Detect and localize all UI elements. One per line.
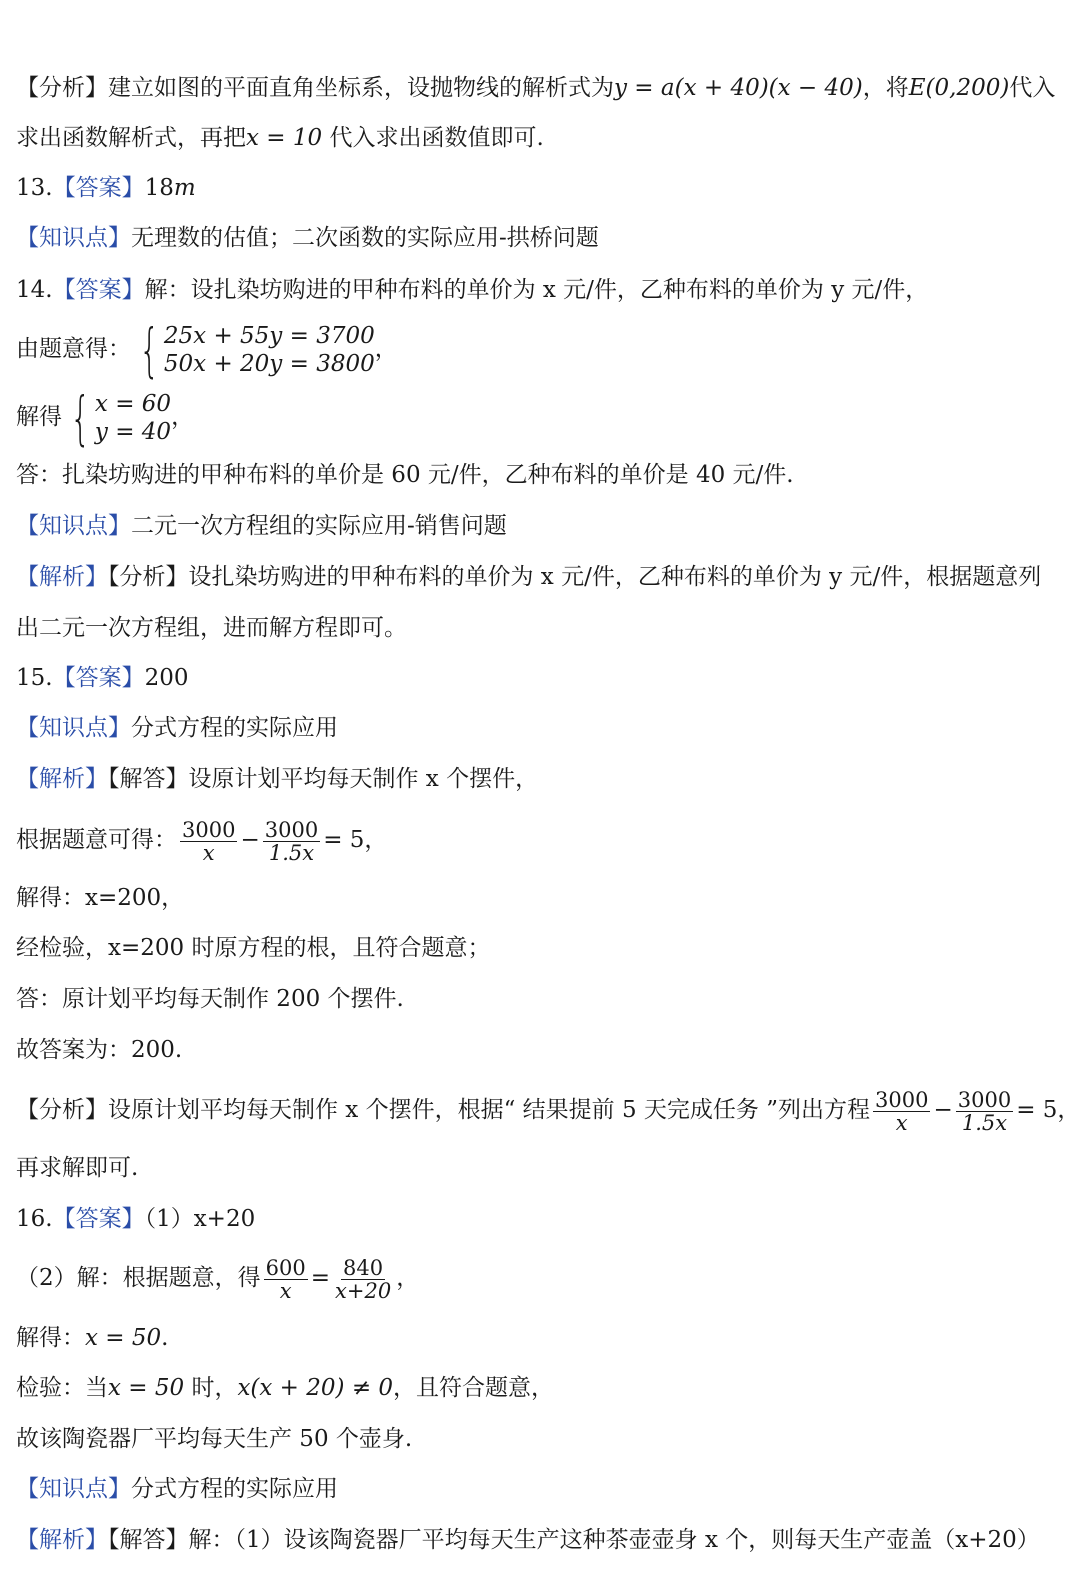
formula: x = 10	[246, 125, 323, 151]
text: 故该陶瓷器厂平均每天生产 50 个壶身.	[16, 1426, 413, 1452]
question-number: 16.	[16, 1206, 53, 1232]
text: 由题意得：	[16, 336, 131, 362]
answer-16	[16, 1203, 1068, 1235]
text: = 5，	[323, 827, 388, 853]
fraction	[956, 1089, 1013, 1134]
formula: y = a(x + 40)(x − 40)	[614, 75, 863, 101]
analysis-tag: 【解析】	[16, 766, 108, 792]
equation-system	[131, 316, 375, 384]
analysis-line-12b	[16, 122, 1068, 154]
text: = 5，	[1016, 1097, 1080, 1123]
text: 答：原计划平均每天制作 200 个摆件.	[16, 986, 404, 1012]
text: （2）解：根据题意，得	[16, 1265, 261, 1291]
numerator: 3000	[182, 817, 236, 842]
fraction	[180, 819, 237, 864]
text: ，	[396, 1265, 420, 1291]
text: （1）x+20	[144, 1206, 256, 1232]
text: 设扎染坊购进的甲种布料的单价为 x 元/件，乙种布料的单价为 y 元/件，根据题意列	[188, 564, 1042, 590]
answer-13	[16, 172, 1068, 204]
text: .	[161, 1325, 169, 1351]
numerator: 840	[343, 1255, 384, 1280]
text: 无理数的估值；二次函数的实际应用-拱桥问题	[131, 225, 599, 251]
text: 求出函数解析式，再把	[16, 125, 246, 151]
text: 答：扎染坊购进的甲种布料的单价是 60 元/件，乙种布料的单价是 40 元/件.	[16, 462, 794, 488]
text: 设原计划平均每天制作 x 个摆件，根据“ 结果提前 5 天完成任务 ”列出方程	[108, 1097, 870, 1123]
equation-row: y = 40	[94, 419, 172, 445]
text: 经检验，x=200 时原方程的根，且符合题意；	[16, 935, 491, 961]
answer-tag: 【答案】	[52, 665, 145, 691]
formula: x = 50	[85, 1325, 162, 1351]
conclusion-14	[16, 459, 1068, 491]
fraction	[264, 1257, 308, 1302]
answer-15-text	[16, 983, 1068, 1015]
analysis-14a	[16, 561, 1068, 593]
answer-15	[16, 662, 1068, 694]
text: 解得：	[16, 1325, 85, 1351]
analysis-tag: 【解析】	[16, 564, 108, 590]
knowledge-13	[16, 222, 1068, 254]
final-answer-15	[16, 1034, 1068, 1066]
text: 设原计划平均每天制作 x 个摆件，	[188, 766, 539, 792]
solve-16	[16, 1322, 1068, 1354]
analysis-subtag: 【分析】	[108, 564, 189, 590]
answer-tag: 【答案】	[52, 277, 145, 303]
knowledge-14	[16, 510, 1068, 542]
numerator: 3000	[957, 1087, 1012, 1112]
answer-tag: 【答案】	[52, 175, 145, 201]
denominator: x	[279, 1278, 292, 1303]
text: ，将	[862, 75, 909, 101]
equation-row: x = 60	[94, 391, 172, 417]
equation-16	[16, 1250, 1068, 1306]
analysis-15	[16, 1082, 1080, 1138]
operator: =	[310, 1265, 331, 1291]
denominator: x+20	[335, 1278, 392, 1303]
equation-15	[16, 812, 1068, 868]
answer-tag: 【答案】	[52, 1206, 145, 1232]
knowledge-tag: 【知识点】	[16, 715, 131, 741]
denominator: 1.5x	[268, 840, 315, 865]
knowledge-tag: 【知识点】	[16, 513, 131, 539]
text: 根据题意可得：	[16, 827, 177, 853]
equation-system	[62, 384, 172, 452]
text: ，	[171, 404, 195, 430]
text: 出二元一次方程组，进而解方程即可。	[16, 615, 407, 641]
text: 分式方程的实际应用	[131, 1476, 338, 1502]
solution-15-intro	[16, 763, 1068, 795]
answer-14	[16, 274, 1068, 306]
question-number: 15.	[16, 665, 53, 691]
text: 建立如图的平面直角坐标系，设抛物线的解析式为	[108, 75, 614, 101]
denominator: x	[202, 840, 215, 865]
knowledge-tag: 【知识点】	[16, 1476, 131, 1502]
equation-row: 25x + 55y = 3700	[163, 323, 375, 349]
analysis-tag: 【分析】	[16, 1097, 108, 1123]
question-number: 13.	[16, 175, 53, 201]
denominator: x	[895, 1110, 908, 1135]
text: 代入求出函数值即可.	[322, 125, 544, 151]
text: ，且符合题意，	[393, 1375, 555, 1401]
knowledge-16	[16, 1473, 1068, 1505]
text: 解得：x=200，	[16, 885, 185, 911]
brace-icon: {	[139, 316, 160, 384]
operator: −	[240, 827, 260, 853]
text: 解：设扎染坊购进的甲种布料的单价为 x 元/件，乙种布料的单价为 y 元/件，	[144, 277, 929, 303]
text: 时，	[184, 1375, 238, 1401]
numerator: 3000	[875, 1087, 929, 1112]
numerator: 3000	[264, 817, 319, 842]
solve-15	[16, 882, 1068, 914]
conclusion-16	[16, 1423, 1068, 1455]
check-16	[16, 1372, 1068, 1404]
solution-16	[16, 1524, 1068, 1556]
knowledge-15	[16, 712, 1068, 744]
text: 200	[144, 665, 189, 691]
fraction	[263, 819, 320, 864]
text: 解得	[16, 404, 62, 430]
text: 解：（1）设该陶瓷器厂平均每天生产这种茶壶壶身 x 个，则每天生产壶盖（x+20）	[188, 1527, 1040, 1553]
operator: −	[933, 1097, 953, 1123]
text: 故答案为：200.	[16, 1037, 183, 1063]
formula: m	[173, 175, 196, 201]
text: 二元一次方程组的实际应用-销售问题	[131, 513, 507, 539]
text: ，	[374, 336, 398, 362]
equation-system-14	[16, 316, 1068, 384]
analysis-15b	[16, 1152, 1068, 1184]
analysis-tag: 【分析】	[16, 75, 108, 101]
solution-system-14	[16, 384, 1068, 452]
analysis-tag: 【解析】	[16, 1527, 108, 1553]
numerator: 600	[265, 1255, 306, 1280]
text: 18	[144, 175, 174, 201]
text: 分式方程的实际应用	[131, 715, 338, 741]
solution-subtag: 【解答】	[108, 1527, 189, 1553]
solution-subtag: 【解答】	[108, 766, 189, 792]
text: 代入	[1009, 75, 1056, 101]
text: 检验：当	[16, 1375, 108, 1401]
knowledge-tag: 【知识点】	[16, 225, 131, 251]
analysis-14b	[16, 612, 1068, 644]
analysis-line-12a	[16, 72, 1068, 104]
text: 再求解即可.	[16, 1155, 139, 1181]
question-number: 14.	[16, 277, 53, 303]
formula: x(x + 20) ≠ 0	[237, 1375, 394, 1401]
formula: E(0,200)	[908, 75, 1010, 101]
fraction	[333, 1257, 393, 1302]
denominator: 1.5x	[961, 1110, 1008, 1135]
brace-icon: {	[70, 384, 91, 452]
equation-row: 50x + 20y = 3800	[163, 351, 375, 377]
formula: x = 50	[108, 1375, 185, 1401]
fraction	[873, 1089, 930, 1134]
check-15	[16, 932, 1068, 964]
